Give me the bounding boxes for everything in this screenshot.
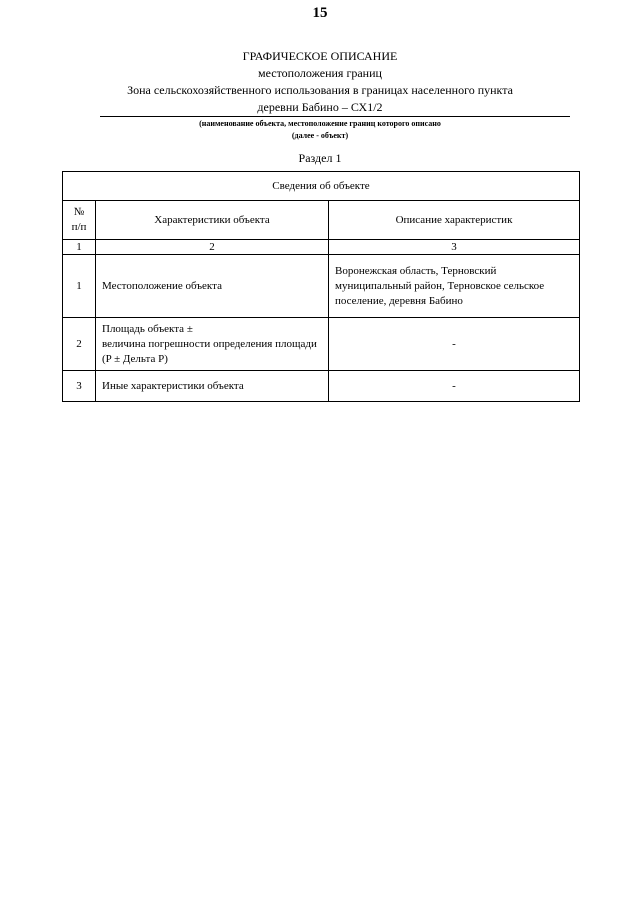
row-characteristic: Иные характеристики объекта — [96, 371, 329, 402]
header-description: Описание характеристик — [329, 201, 580, 240]
table-index-row — [63, 240, 580, 255]
caption-line-1: (наименование объекта, местоположение границ которого описано — [199, 119, 441, 128]
caption-line-2: (далее - объект) — [291, 131, 349, 140]
row-characteristic: Местоположение объекта — [96, 255, 329, 318]
table-row — [63, 371, 580, 402]
row-description: - — [329, 318, 580, 371]
index-cell: 2 — [96, 240, 329, 255]
row-num: 1 — [63, 255, 96, 318]
table-row — [63, 318, 580, 371]
header-characteristics: Характеристики объекта — [96, 201, 329, 240]
index-cell: 1 — [63, 240, 96, 255]
row-num: 2 — [63, 318, 96, 371]
section-label: Раздел 1 — [298, 151, 342, 165]
title-line-3: Зона сельскохозяйственного использования в границах населенного пункта — [127, 83, 513, 97]
title-line-2: местоположения границ — [258, 66, 382, 80]
table-title: Сведения об объекте — [63, 172, 580, 201]
title-underline — [100, 116, 570, 117]
table-title-row — [63, 172, 580, 201]
row-description: - — [329, 371, 580, 402]
row-characteristic: Площадь объекта ± величина погрешности определения площади (P ± Дельта P) — [96, 318, 329, 371]
page-number: 15 — [312, 5, 328, 21]
row-description: Воронежская область, Терновский муниципальный район, Терновское сельское поселение, деревня Бабино — [329, 255, 580, 318]
row-num: 3 — [63, 371, 96, 402]
table-row — [63, 255, 580, 318]
header-num: № п/п — [63, 201, 96, 240]
table-header-row — [63, 201, 580, 240]
document-title — [0, 48, 640, 116]
object-caption — [0, 118, 640, 142]
index-cell: 3 — [329, 240, 580, 255]
title-line-1: ГРАФИЧЕСКОЕ ОПИСАНИЕ — [242, 49, 398, 63]
object-info-table — [62, 171, 580, 402]
title-line-4: деревни Бабино – СХ1/2 — [257, 100, 383, 114]
